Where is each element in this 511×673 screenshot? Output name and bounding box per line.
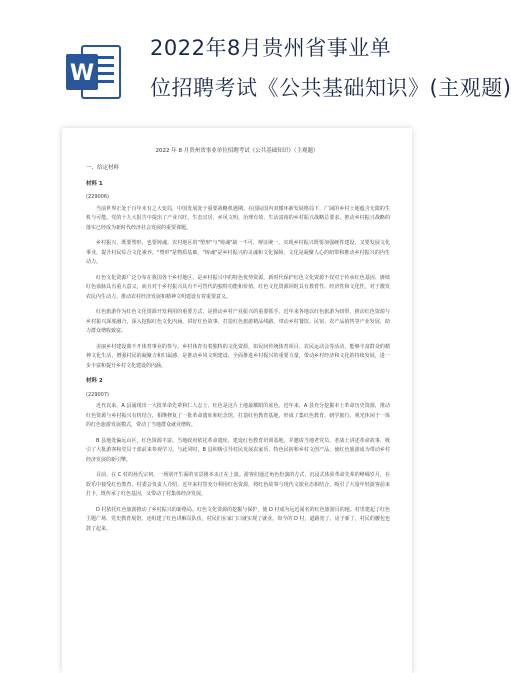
material-2-para: 近代以来，A 县涌现出一大批革命先辈和仁人志士，红色是这片土地最耀眼的底色。近年来，A 县充分挖掘本土革命历史资源，推动红色资源与乡村振兴有机结合，相继修复了一批革命遗址和纪念馆，打造红色教育基地，形成了集红色教育、研学旅行、观光休闲于一体的红色旅游发展模式，带动了当地群众就业增收。 — [86, 403, 390, 428]
material-1-para: 红色文化资源广泛分布在我国各个乡村地区，是乡村振兴中的特色优势资源。新时代保护红色文化资源不仅对于传承红色基因、赓续红色血脉具有重大意义，而且对于乡村振兴具有不可替代的独特功能和价值。红色文化资源同时具有教育性、经济性和文化性，对于激发农民内生动力、推动农村经济发展和精神文明建设有着重要意义。 — [86, 274, 390, 300]
section-heading: 一、给定材料 — [86, 165, 120, 171]
material-1-para: 红色旅游作为红色文化资源开发利用的重要方式，是推动乡村产业振兴的重要抓手。近年来各地以红色旅游为纽带，推动红色资源与乡村振兴深度融合，深入挖掘红色文化内涵，讲好红色故事，打造红色旅游精品线路，带动乡村餐饮、民宿、农产品销售等产业发展，助力群众增收致富。 — [86, 309, 390, 334]
material-1-para: 当前世界正处于百年未有之大变局，中国发展处于重要战略机遇期。在国际国内双循环新发展格局下，广阔的乡村土地蕴含无限的生机与可能。党的十九大报告中提出了产业兴旺、生态宜居、乡风文明、治理有效、生活富裕的乡村振兴战略总要求，推动乡村振兴战略的落实已经成为新时代经济社会发展的重要课题。 — [86, 205, 390, 231]
material-2-para: D 村依托红色旅游推动了乡村振兴的新格局。红色文化资源的挖掘与保护，使 D 村成为远近闻名的红色旅游目的地。村里建起了红色主题广场、党史教育展馆，还组建了红色讲解员队伍，村民们在家门口就实现了就业。如今的 D 村，道路宽了，房子新了，村民的腰包也鼓了起来。 — [86, 506, 390, 532]
material-2-para: 目前，在 C 村的孙氏宗祠，一场别开生面的实景剧本杀正在上演。游客们通过角色扮演的方式，沉浸式体验革命先辈的峥嵘岁月，在娱乐中接受红色教育。村委会负责人介绍，近年来村里充分利用红色资源，将红色故事与现代文旅业态相结合，吸引了大量年轻游客前来打卡，既传承了红色基因，又带动了村集体经济发展。 — [86, 472, 390, 497]
material-2-code: (229007) — [86, 391, 109, 398]
material-1-code: (229006) — [86, 194, 109, 200]
banner — [0, 0, 511, 130]
banner-title-line-2: 位招聘考试《公共基础知识》(主观题) — [150, 76, 511, 100]
material-2-para: B 县地处偏远山区，红色资源丰富。当地政府依托革命遗址，建设红色教育培训基地，并邀请当地老党员、老战士讲述革命故事，吸引了大批游客和党员干部前来参观学习。与此同时，B 县积极引导村民发展农家乐、特色民宿和乡村文创产品，使红色旅游成为带动乡村经济发展的新引擎。 — [86, 437, 390, 463]
document-page — [62, 128, 412, 673]
material-1-para: 美丽乡村建设离不开体育事业的参与。乡村体育有着独特的文化资源，如民间传统体育项目、农民运动会等活动，能够丰富群众的精神文化生活，增强村民的凝聚力和归属感，是推动乡风文明建设、全面推进乡村振兴的重要力量，带动乡村经济和文化的持续发展，进一步丰富和提升乡村文化建设的内涵。 — [86, 343, 390, 369]
document-body — [86, 162, 390, 540]
document-header: 2022 年 8 月贵州省事业单位招聘考试《公共基础知识》（主观题） — [155, 148, 319, 154]
banner-title — [150, 28, 511, 108]
material-1-para: 乡村振兴，既要塑形，也要铸魂。农村地区的"塑形"与"铸魂"缺一不可、辩证统一，实现乡村振兴既要加强硬件建设，又要发展文化事业，提升村民综合文化素养。"塑形"是物质基础，"铸魂"是乡村振兴的灵魂和文化保障，文化是凝聚人心的纽带和推动乡村振兴的内生动力。 — [86, 240, 390, 265]
word-document-icon — [64, 42, 124, 102]
banner-title-line-1: 2022年8月贵州省事业单 — [150, 36, 392, 60]
word-logo-letter: W — [69, 61, 95, 86]
material-1-title: 材料 1 — [86, 180, 103, 187]
material-2-title: 材料 2 — [86, 378, 103, 384]
